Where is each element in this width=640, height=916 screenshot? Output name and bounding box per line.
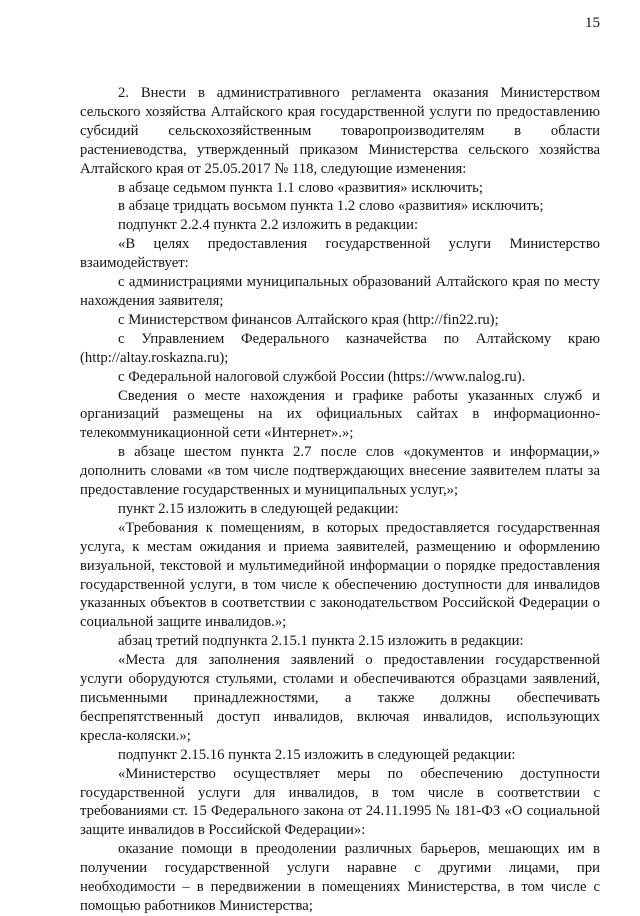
paragraph: с администрациями муниципальных образований Алтайского края по месту нахождения заявителя;: [80, 274, 600, 309]
paragraph: Сведения о месте нахождения и графике работы указанных служб и организаций размещены на их официальных сайтах в информационно-телекоммуникационной сети «Интернет».»;: [80, 387, 600, 442]
paragraph: оказание помощи в преодолении различных барьеров, мешающих им в получении государственной услуги наравне с другими лицами, при необходимости – в передвижении в помещениях Министерства, в том числе с помощью работников Министерства;: [80, 841, 600, 914]
document-body: [80, 84, 600, 916]
paragraph: подпункт 2.2.4 пункта 2.2 изложить в редакции:: [118, 217, 419, 234]
paragraph: «В целях предоставления государственной услуги Министерство взаимодействует:: [80, 236, 600, 272]
paragraph: абзац третий подпункта 2.15.1 пункта 2.15 изложить в редакции:: [118, 633, 524, 650]
paragraph: пункт 2.15 изложить в следующей редакции:: [118, 500, 399, 517]
paragraph: подпункт 2.15.16 пункта 2.15 изложить в следующей редакции:: [118, 746, 516, 763]
paragraph: в абзаце шестом пункта 2.7 после слов «документов и информации,» дополнить словами «в том числе подтверждающих внесение заявителем платы за предоставление государственных и муниципальных услуг,»;: [80, 444, 600, 499]
paragraph: «Министерство осуществляет меры по обеспечению доступности государственной услуги для инвалидов, в том числе в соответствии с требованиями ст. 15 Федерального закона от 24.11.1995 № 181-ФЗ «О социальной защите инвалидов в Российской Федерации»:: [80, 765, 600, 839]
paragraph: «Места для заполнения заявлений о предоставлении государственной услуги оборудуются стульями, столами и обеспечиваются образцами заявлений, письменными принадлежностями, а также должны обеспечивать беспрепятственный доступ инвалидов, включая инвалидов, использующих кресла-коляски.»;: [80, 652, 600, 744]
paragraph: с Министерством финансов Алтайского края (http://fin22.ru);: [118, 311, 499, 328]
paragraph: в абзаце седьмом пункта 1.1 слово «развития» исключить;: [118, 179, 483, 196]
paragraph: с Федеральной налоговой службой России (https://www.nalog.ru).: [118, 368, 526, 385]
page-number: 15: [585, 15, 600, 31]
paragraph: с Управлением Федерального казначейства по Алтайскому краю (http://altay.roskazna.ru);: [80, 330, 600, 366]
paragraph: в абзаце тридцать восьмом пункта 1.2 слово «развития» исключить;: [118, 198, 544, 215]
paragraph: «Требования к помещениям, в которых предоставляется государственная услуга, к местам ожидания и приема заявителей, размещению и оформлению визуальной, текстовой и мультимедийной информации о порядке предоставления государственной услуги, в том числе к обеспечению доступности для инвалидов указанных объектов в соответствии с законодательством Российской Федерации о социальной защите инвалидов.»;: [80, 519, 600, 631]
paragraph: 2. Внести в административного регламента оказания Министерством сельского хозяйства Алтайского края государственной услуги по предоставлению субсидий сельскохозяйственным товаропроизводителям в области растениеводства, утвержденный приказом Министерства сельского хозяйства Алтайского края от 25.05.2017 № 118, следующие изменения:: [80, 85, 600, 177]
